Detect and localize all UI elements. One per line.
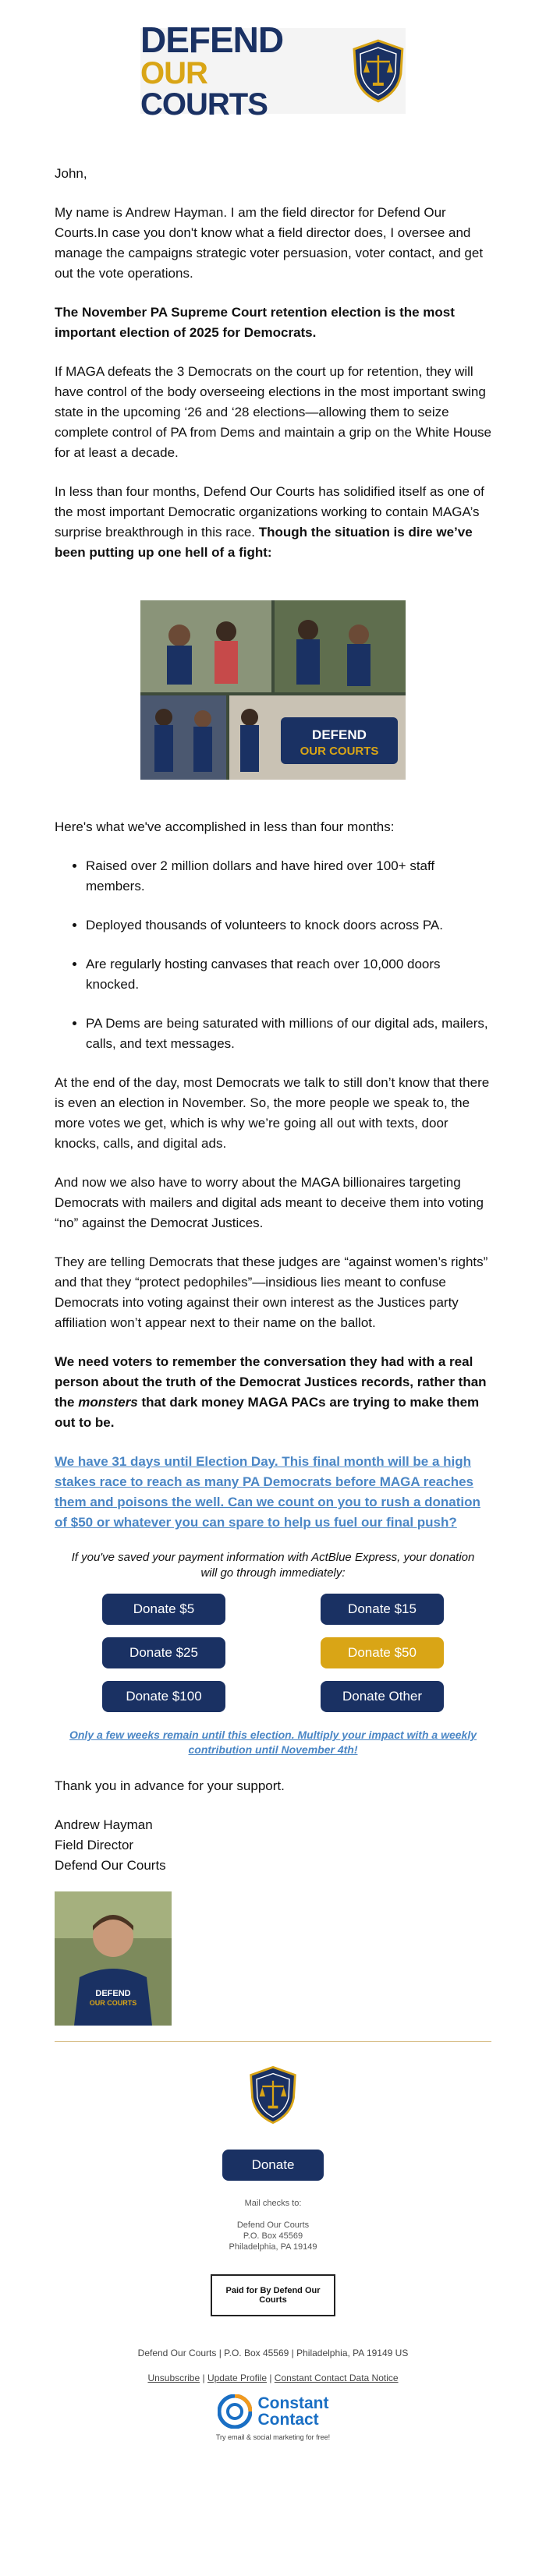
donate-5-button[interactable]: Donate $5 xyxy=(102,1594,225,1625)
list-item: • PA Dems are being saturated with millions of our digital ads, mailers, calls, and text messages. xyxy=(86,1014,491,1054)
svg-text:OUR COURTS: OUR COURTS xyxy=(300,745,379,758)
signature-block xyxy=(55,1815,491,1876)
cc-footer-links: Unsubscribe | Update Profile | Constant Contact Data Notice xyxy=(147,2373,399,2383)
scales-shield-icon xyxy=(248,2064,298,2126)
update-profile-link[interactable]: Update Profile xyxy=(207,2373,267,2383)
svg-text:DEFEND: DEFEND xyxy=(95,1989,131,1998)
unsubscribe-link[interactable]: Unsubscribe xyxy=(147,2373,200,2383)
list-item: • Are regularly hosting canvases that reach over 10,000 doors knocked. xyxy=(86,954,491,995)
intro-paragraph: My name is Andrew Hayman. I am the field director for Defend Our Courts.In case you don't know what a field director does, I oversee and manage the campaigns strategic voter persuasion, voter contact, and get out the vote operations. xyxy=(55,205,484,281)
accomplished-intro: Here's what we've accomplished in less than four months: xyxy=(55,819,395,834)
headline-paragraph: The November PA Supreme Court retention election is the most important election of 2025 for Democrats. xyxy=(55,305,455,340)
list-item: • Deployed thousands of volunteers to knock doors across PA. xyxy=(86,915,491,936)
maga-paragraph: If MAGA defeats the 3 Democrats on the court up for retention, they will have control of the body overseeing elections in the most important swing state in the upcoming ‘26 and ‘28 elections—allowing them to seize complete control of PA from Dems and maintain a grip on the White House for at least a decade. xyxy=(55,364,492,460)
accomplishments-list xyxy=(55,856,491,1054)
paid-for-disclaimer: Paid for By Defend Our Courts xyxy=(211,2274,335,2316)
signature-name: Andrew Hayman xyxy=(55,1817,153,1832)
end-of-day-paragraph: At the end of the day, most Democrats we talk to still don’t know that there is even an election in November. So, the more people we speak to, the more votes we get, which is why we’re going all out with texts, door knocks, calls, and digital ads. xyxy=(55,1075,490,1151)
mailing-address: Defend Our Courts P.O. Box 45569 Philadelphia, PA 19149 xyxy=(229,2220,317,2252)
telling-paragraph: They are telling Democrats that these judges are “against women’s rights” and that they “protect pedophiles”—insidious lies meant to confuse Democrats into voting against their own interest as the Justices party affiliation won’t appear next to their name on the ballot. xyxy=(55,1254,488,1330)
remember-paragraph: We need voters to remember the conversation they had with a real person about the truth of the Democrat Justices records, rather than the monsters that dark money MAGA PACs are trying to make them out to be. xyxy=(55,1354,487,1430)
svg-text:OUR COURTS: OUR COURTS xyxy=(89,1999,137,2007)
constant-contact-logo[interactable] xyxy=(203,2394,343,2429)
footer-donate-button[interactable]: Donate xyxy=(222,2150,324,2181)
greeting: John, xyxy=(55,166,87,181)
weekly-contribution-link[interactable]: Only a few weeks remain until this election. Multiply your impact with a weekly contribution until November 4th! xyxy=(69,1729,477,1756)
donate-button-grid xyxy=(55,1594,491,1712)
cc-tagline: Try email & social marketing for free! xyxy=(215,2433,331,2441)
logo-word-courts: COURTS xyxy=(140,87,268,122)
donate-15-button[interactable]: Donate $15 xyxy=(321,1594,444,1625)
scales-shield-icon xyxy=(351,38,406,104)
cc-name-line1: Constant xyxy=(257,2394,329,2412)
list-item: • Raised over 2 million dollars and have hired over 100+ staff members. xyxy=(86,856,491,897)
donate-50-button[interactable]: Donate $50 xyxy=(321,1637,444,1668)
signature-org: Defend Our Courts xyxy=(55,1858,166,1873)
cc-sender-address: Defend Our Courts | P.O. Box 45569 | Philadelphia, PA 19149 US xyxy=(137,2348,409,2358)
andrew-hayman-photo xyxy=(55,1891,172,2026)
billionaires-paragraph: And now we also have to worry about the MAGA billionaires targeting Democrats with mailers and digital ads meant to deceive them into voting “no” against the Democrat Justices. xyxy=(55,1175,484,1230)
cc-name-line2: Contact xyxy=(257,2411,319,2429)
actblue-note: If you've saved your payment information with ActBlue Express, your donation will go through immediately: xyxy=(71,1551,475,1580)
donate-25-button[interactable]: Donate $25 xyxy=(102,1637,225,1668)
logo-line-defend: DEFEND xyxy=(140,19,284,60)
four-months-paragraph: In less than four months, Defend Our Courts has solidified itself as one of the most important Democratic organizations working to contain MAGA’s surprise breakthrough in this race. Though the situation is dire we’ve been putting up one hell of a fight: xyxy=(55,484,484,560)
defend-our-courts-logo xyxy=(140,19,406,122)
campaign-photo-collage xyxy=(140,600,406,780)
donate-other-button[interactable]: Donate Other xyxy=(321,1681,444,1712)
mail-checks-label: Mail checks to: xyxy=(244,2199,302,2208)
donate-100-button[interactable]: Donate $100 xyxy=(102,1681,225,1712)
logo-word-our: OUR xyxy=(140,56,207,90)
footer-divider xyxy=(55,2041,491,2042)
footer xyxy=(55,2064,491,2316)
svg-text:DEFEND: DEFEND xyxy=(312,727,367,742)
thanks-paragraph: Thank you in advance for your support. xyxy=(55,1778,285,1793)
constant-contact-icon xyxy=(218,2394,252,2429)
donate-cta-link[interactable]: We have 31 days until Election Day. This final month will be a high stakes race to reach as many PA Democrats before MAGA reaches them and poisons the well. Can we count on you to rush a donation of $50 or whatever you can spare to help us fuel our final push? xyxy=(55,1454,480,1530)
data-notice-link[interactable]: Constant Contact Data Notice xyxy=(274,2373,399,2383)
signature-title: Field Director xyxy=(55,1838,134,1852)
